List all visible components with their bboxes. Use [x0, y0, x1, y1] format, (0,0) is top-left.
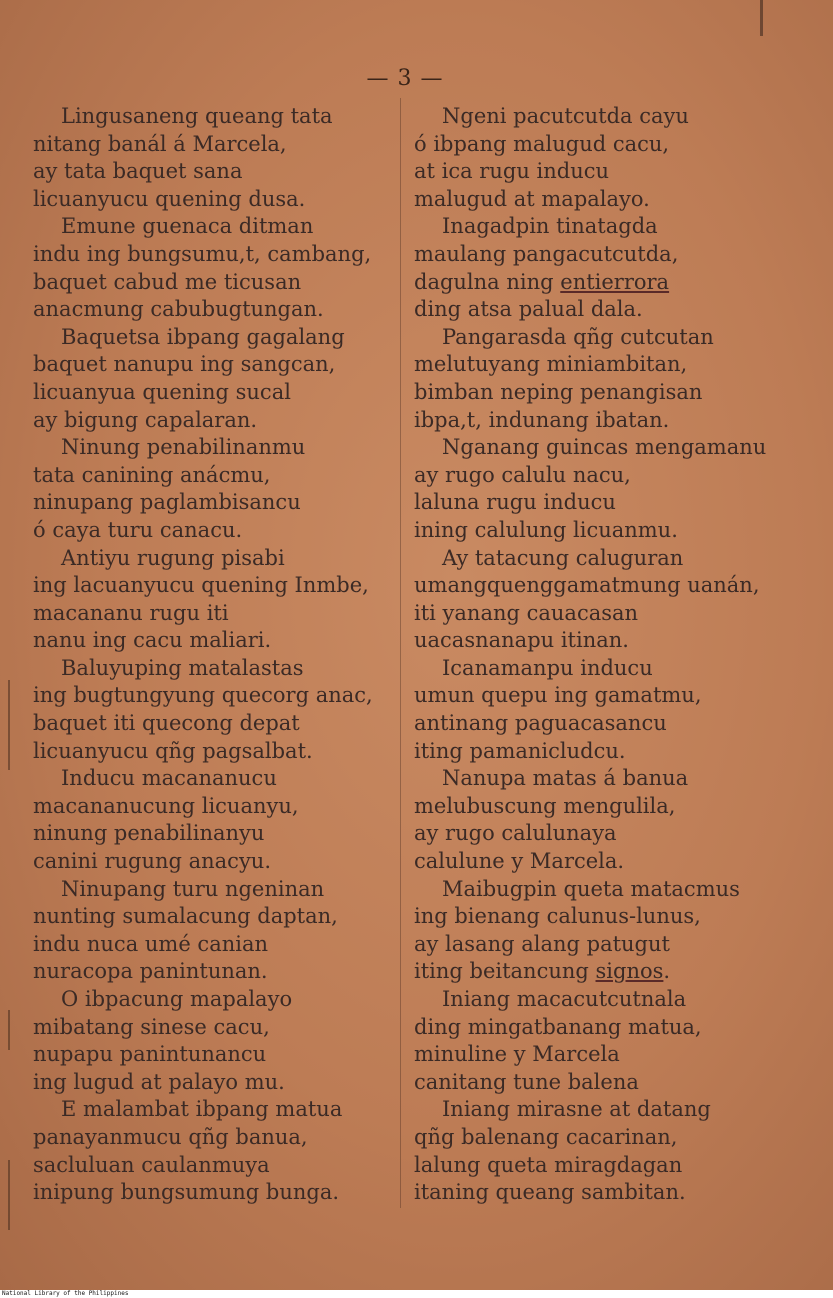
verse-line: nitang banál á Marcela, — [33, 131, 287, 156]
verse-line: ay tata baquet sana — [33, 159, 243, 184]
verse-line: Maibugpin queta matacmus — [442, 876, 740, 901]
verse-line: Inducu macananucu — [61, 766, 277, 791]
verse-line: indu nuca umé canian — [33, 931, 268, 956]
verse-line: umun quepu ing gamatmu, — [414, 683, 702, 708]
verse-line: Ay tatacung caluguran — [442, 545, 684, 570]
verse-line: baquet iti quecong depat — [33, 711, 300, 736]
verse-line: ó ibpang malugud cacu, — [414, 131, 670, 156]
verse-line: ibpa,t, indunang ibatan. — [414, 407, 670, 432]
verse-line: Iniang mirasne at datang — [442, 1097, 711, 1122]
underlined-word: entierrora — [560, 269, 670, 294]
verse-line: anacmung cabubugtungan. — [33, 297, 324, 322]
verse-line: inipung bungsumung bunga. — [33, 1180, 340, 1205]
verse-line: Iniang macacutcutnala — [442, 987, 687, 1011]
verse-line: macananucung licuanyu, — [33, 793, 299, 818]
verse-line: licuanyua quening sucal — [33, 379, 291, 404]
verse-line: ing bugtungyung quecorg anac, — [33, 683, 373, 708]
corner-ink-mark — [760, 0, 763, 36]
verse-line: ó caya turu canacu. — [33, 517, 243, 542]
verse-line: lalung queta miragdagan — [414, 1152, 683, 1177]
verse-line: ay lasang alang patugut — [414, 931, 670, 956]
verse-line: Pangarasda qñg cutcutan — [442, 324, 714, 349]
verse-line: nuracopa panintunan. — [33, 959, 268, 984]
verse-line: baquet cabud me ticusan — [33, 269, 302, 294]
verse-line — [414, 958, 784, 986]
verse-line: nunting sumalacung daptan, — [33, 904, 338, 929]
verse-line: umangquenggamatmung uanán, — [414, 573, 760, 598]
library-credit: National Library of the Philippines — [2, 1290, 129, 1297]
verse-line: panayanmucu qñg banua, — [33, 1124, 308, 1149]
verse-line: ninupang paglambisancu — [33, 490, 301, 515]
verse-line: iti yanang cauacasan — [414, 600, 639, 625]
verse-line: ing lacuanyucu quening Inmbe, — [33, 573, 369, 598]
verse-line: ding atsa palual dala. — [414, 297, 643, 322]
verse-line: Lingusaneng queang tata — [61, 104, 333, 128]
right-column — [414, 103, 784, 1207]
verse-line: Ngeni pacutcutda cayu — [442, 104, 689, 128]
verse-line: laluna rugu inducu — [414, 490, 616, 515]
verse-line: licuanyucu quening dusa. — [33, 186, 306, 211]
verse-line: sacluluan caulanmuya — [33, 1152, 270, 1177]
verse-line: macananu rugu iti — [33, 600, 229, 625]
verse-line: Ninupang turu ngeninan — [61, 876, 325, 901]
verse-line: ay bigung capalaran. — [33, 407, 258, 432]
verse-line: minuline y Marcela — [414, 1042, 620, 1067]
verse-line: ing bienang calunus-lunus, — [414, 904, 701, 929]
verse-line: iting pamanicludcu. — [414, 738, 626, 763]
verse-line: Nganang guincas mengamanu — [442, 435, 767, 460]
verse-line: melutuyang miniambitan, — [414, 352, 688, 377]
verse-line: canini rugung anacyu. — [33, 849, 272, 874]
verse-text: dagulna ning — [414, 269, 561, 294]
underlined-word: signos — [595, 959, 664, 984]
verse-line: mibatang sinese cacu, — [33, 1014, 270, 1039]
verse-line: O ibpacung mapalayo — [61, 987, 293, 1011]
verse-line: ing lugud at palayo mu. — [33, 1069, 285, 1094]
verse-text: iting beitancung — [414, 959, 596, 984]
verse-line: itaning queang sambitan. — [414, 1180, 686, 1205]
verse-line: ding mingatbanang matua, — [414, 1014, 702, 1039]
verse-line: licuanyucu qñg pagsalbat. — [33, 738, 313, 763]
verse-line: nupapu panintunancu — [33, 1042, 267, 1067]
left-column — [33, 103, 393, 1207]
page-number: — 3 — — [366, 66, 444, 91]
verse-line: Baquetsa ibpang gagalang — [61, 324, 345, 349]
verse-line: calulune y Marcela. — [414, 849, 625, 874]
verse-line: melubuscung mengulila, — [414, 793, 676, 818]
verse-line: bimban neping penangisan — [414, 379, 703, 404]
margin-ink-mark — [8, 1160, 10, 1230]
verse-line — [414, 269, 784, 297]
verse-line: Baluyuping matalastas — [61, 655, 304, 680]
verse-line: malugud at mapalayo. — [414, 186, 650, 211]
verse-line: Antiyu rugung pisabi — [61, 545, 285, 570]
verse-line: ay rugo calulunaya — [414, 821, 617, 846]
verse-line: antinang paguacasancu — [414, 711, 667, 736]
verse-line: tata canining anácmu, — [33, 462, 271, 487]
verse-line: ninung penabilinanyu — [33, 821, 265, 846]
margin-ink-mark — [8, 1010, 10, 1050]
margin-ink-mark — [8, 680, 10, 770]
verse-line: indu ing bungsumu,t, cambang, — [33, 241, 372, 266]
verse-line: Ninung penabilinanmu — [61, 435, 306, 460]
verse-line: qñg balenang cacarinan, — [414, 1124, 678, 1149]
verse-line: uacasnanapu itinan. — [414, 628, 629, 653]
verse-line: nanu ing cacu maliari. — [33, 628, 272, 653]
verse-line: ay rugo calulu nacu, — [414, 462, 631, 487]
verse-line: Emune guenaca ditman — [61, 214, 314, 239]
verse-text: . — [663, 959, 671, 984]
verse-line: at ica rugu inducu — [414, 159, 610, 184]
verse-line: E malambat ibpang matua — [61, 1097, 343, 1122]
verse-line: canitang tune balena — [414, 1069, 639, 1094]
verse-line: Inagadpin tinatagda — [442, 214, 658, 239]
verse-line: baquet nanupu ing sangcan, — [33, 352, 336, 377]
verse-line: Nanupa matas á banua — [442, 766, 689, 791]
verse-line: ining calulung licuanmu. — [414, 517, 678, 542]
column-divider — [400, 98, 401, 1208]
verse-line: maulang pangacutcutda, — [414, 241, 679, 266]
verse-line: Icanamanpu inducu — [442, 655, 653, 680]
